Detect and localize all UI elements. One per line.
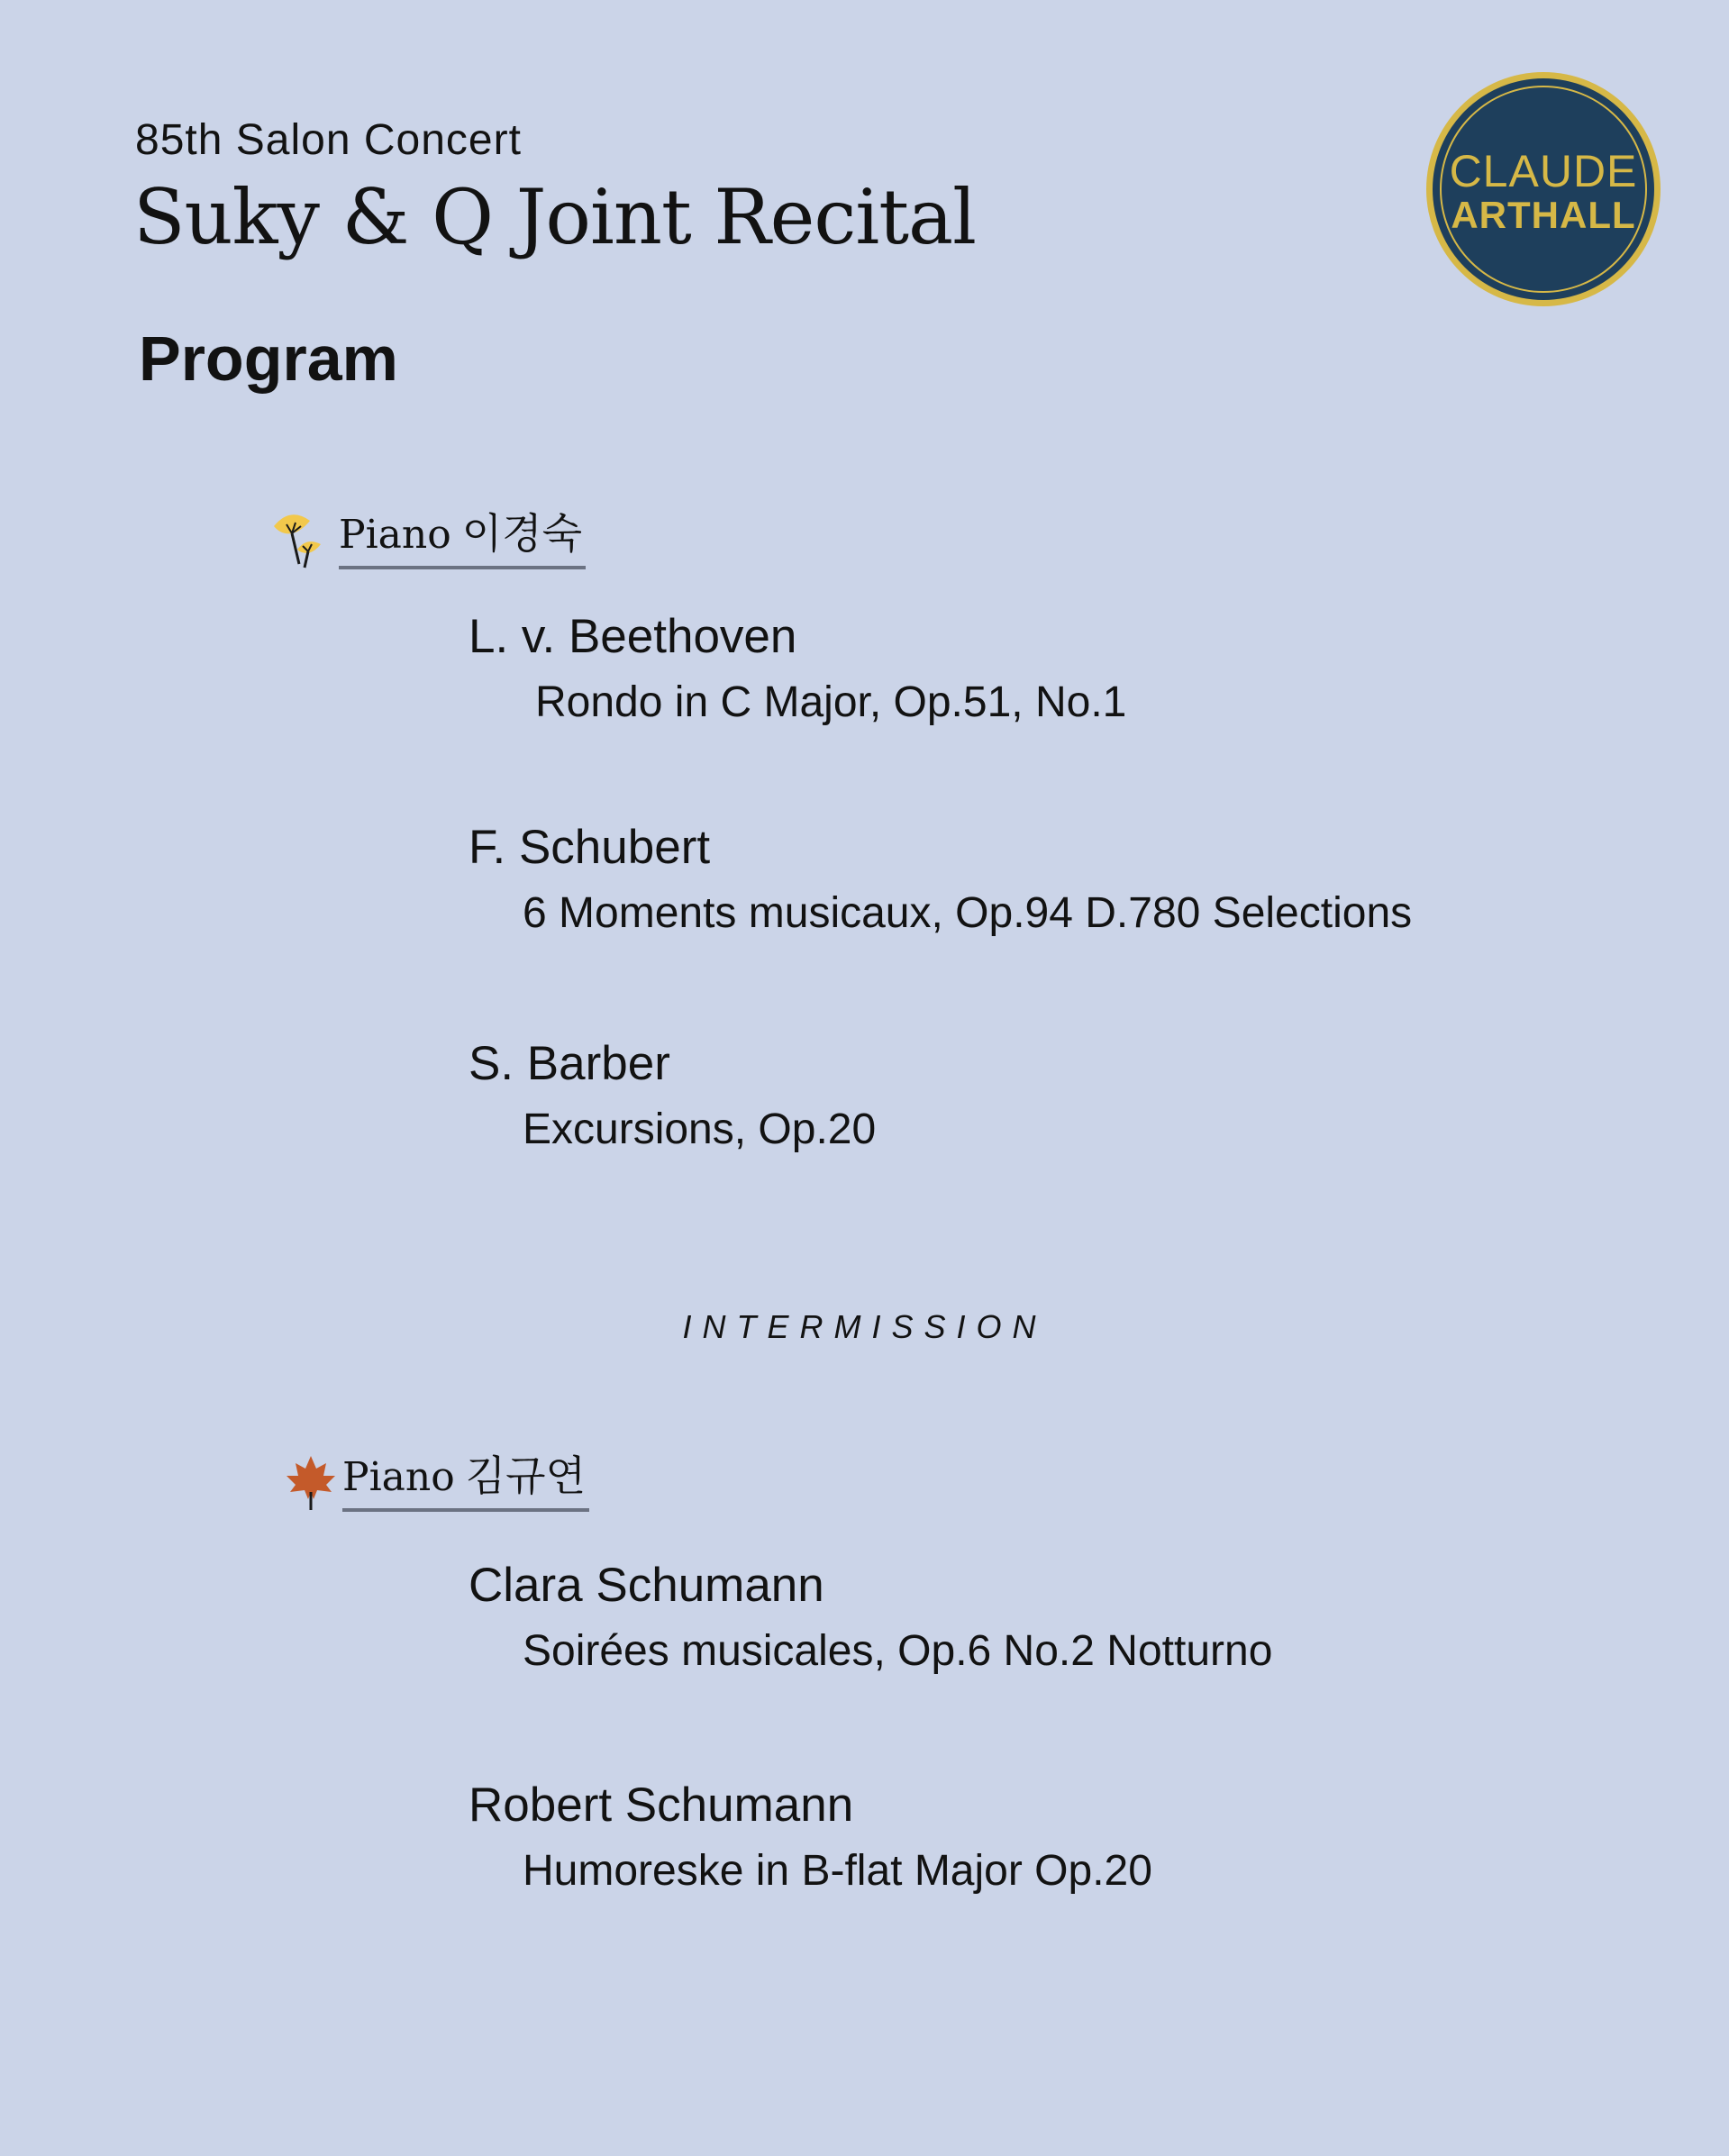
claude-arthall-logo	[1422, 68, 1665, 311]
ginkgo-leaf-icon	[270, 510, 335, 569]
instrument-label: Piano	[342, 1454, 455, 1500]
work-title: Humoreske in B-flat Major Op.20	[523, 1847, 1152, 1895]
instrument-label: Piano	[339, 512, 451, 558]
work-title: 6 Moments musicaux, Op.94 D.780 Selections	[523, 889, 1413, 937]
logo-line1: CLAUDE	[1449, 146, 1638, 196]
performer-label-2	[342, 1443, 589, 1512]
logo-badge-icon	[1422, 68, 1665, 311]
concert-subtitle: 85th Salon Concert	[135, 116, 522, 164]
intermission-label: INTERMISSION	[682, 1308, 1047, 1345]
composer-name: S. Barber	[469, 1037, 670, 1090]
composer-name: F. Schubert	[469, 821, 711, 874]
concert-title: Suky & Q Joint Recital	[133, 173, 976, 261]
performer-name: 이경숙	[461, 510, 583, 557]
performer-name: 김규연	[465, 1452, 587, 1499]
work-title: Excursions, Op.20	[523, 1105, 877, 1153]
maple-leaf-icon	[283, 1452, 339, 1512]
program-heading: Program	[139, 323, 398, 394]
work-title: Soirées musicales, Op.6 No.2 Notturno	[523, 1627, 1273, 1675]
logo-line2: ARTHALL	[1451, 194, 1636, 236]
composer-name: Clara Schumann	[469, 1559, 824, 1612]
work-title: Rondo in C Major, Op.51, No.1	[535, 678, 1127, 726]
composer-name: L. v. Beethoven	[469, 610, 797, 663]
composer-name: Robert Schumann	[469, 1778, 854, 1832]
performer-heading-2	[283, 1443, 589, 1512]
performer-heading-1	[270, 501, 586, 569]
performer-label-1	[339, 501, 586, 569]
